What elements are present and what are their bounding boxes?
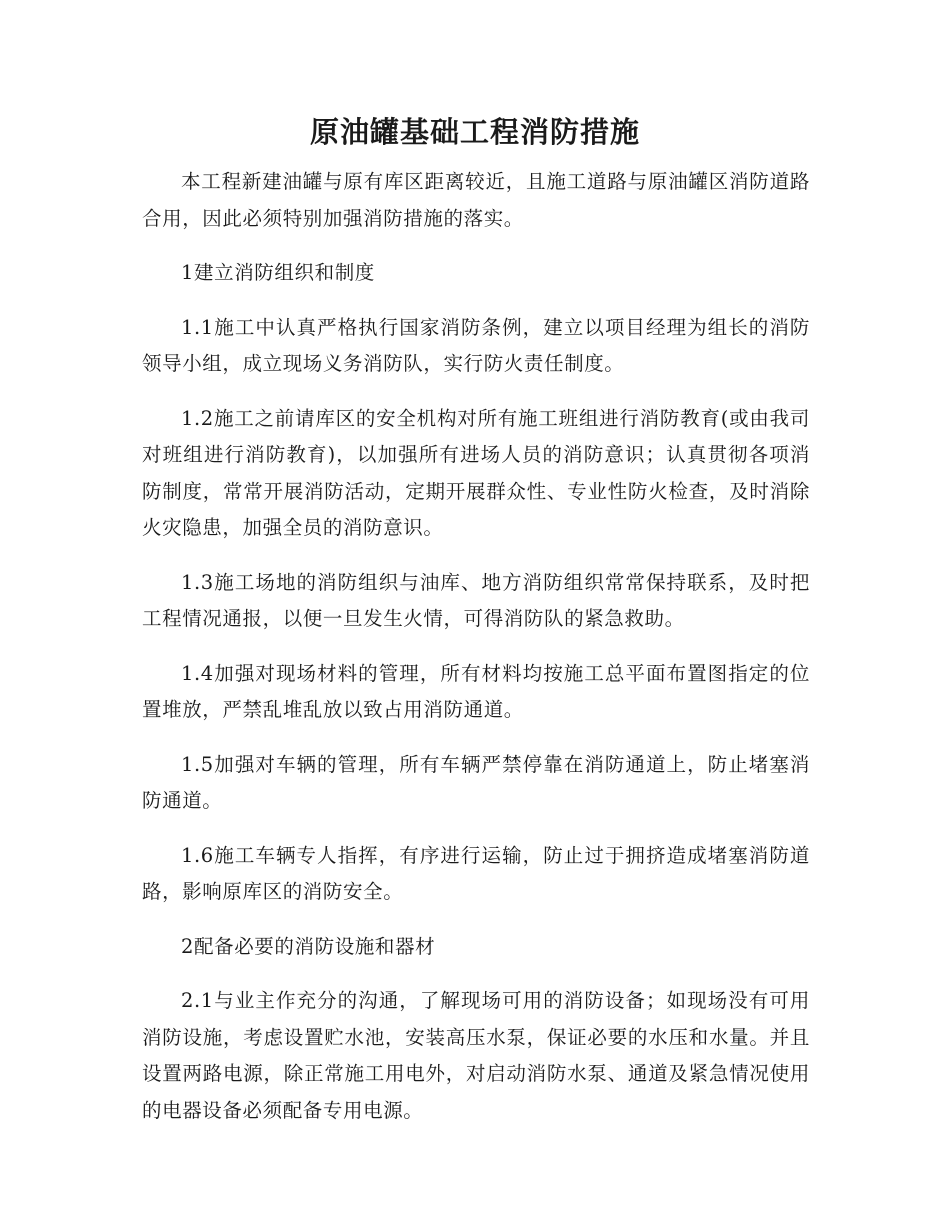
document-title: 原油罐基础工程消防措施	[309, 115, 640, 149]
paragraph-1-6: 1.6施工车辆专人指挥，有序进行运输，防止过于拥挤造成堵塞消防道路，影响原库区的消防安全。	[142, 843, 810, 903]
paragraph-1-3: 1.3施工场地的消防组织与油库、地方消防组织常常保持联系，及时把工程情况通报，以便一旦发生火情，可得消防队的紧急救助。	[142, 570, 810, 630]
paragraph-2-1: 2.1与业主作充分的沟通，了解现场可用的消防设备；如现场没有可用消防设施，考虑设置贮水池，安装高压水泵，保证必要的水压和水量。并且设置两路电源，除正常施工用电外，对启动消防水泵、通道及紧急情况使用的电器设备必须配备专用电源。	[142, 989, 810, 1122]
paragraph-1-4: 1.4加强对现场材料的管理，所有材料均按施工总平面布置图指定的位置堆放，严禁乱堆乱放以致占用消防通道。	[142, 661, 810, 721]
section-heading-2: 2配备必要的消防设施和器材	[181, 934, 436, 958]
document-body	[142, 164, 810, 1147]
paragraph-1-5: 1.5加强对车辆的管理，所有车辆严禁停靠在消防通道上，防止堵塞消防通道。	[142, 752, 810, 812]
paragraph-1-1: 1.1施工中认真严格执行国家消防条例，建立以项目经理为组长的消防领导小组，成立现场义务消防队，实行防火责任制度。	[142, 315, 810, 375]
paragraph-intro: 本工程新建油罐与原有库区距离较近，且施工道路与原油罐区消防道路合用，因此必须特别加强消防措施的落实。	[142, 170, 810, 230]
section-heading-1: 1建立消防组织和制度	[181, 261, 375, 284]
paragraph-1-2: 1.2施工之前请库区的安全机构对所有施工班组进行消防教育(或由我司对班组进行消防教育)，以加强所有进场人员的消防意识；认真贯彻各项消防制度，常常开展消防活动，定期开展群众性、专业性防火检查，及时消除火灾隐患，加强全员的消防意识。	[142, 406, 810, 539]
